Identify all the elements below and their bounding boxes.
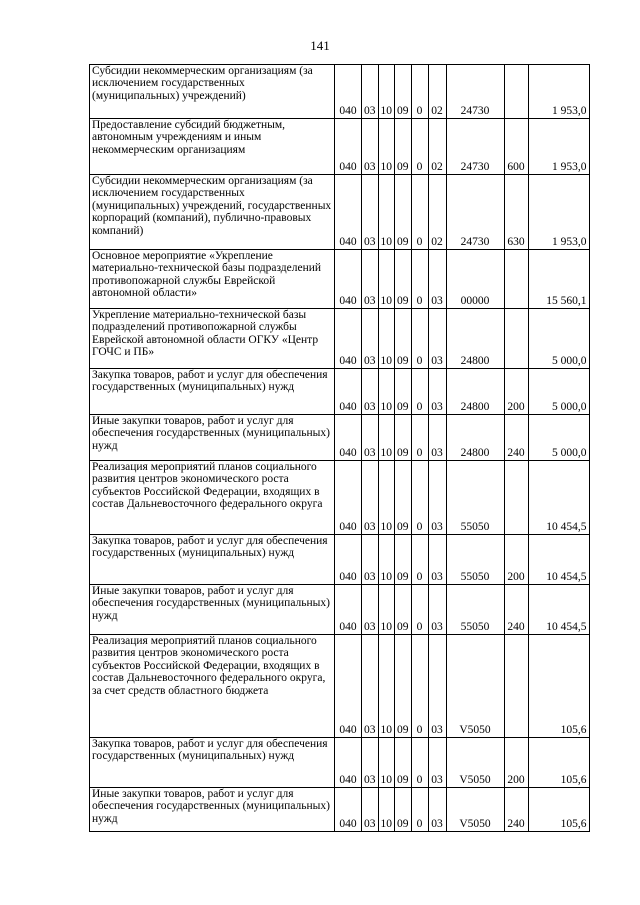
cell-p4: 24800 — [446, 415, 504, 461]
cell-gr: 040 — [335, 65, 362, 119]
cell-vr — [504, 65, 528, 119]
table-row — [90, 369, 590, 415]
row-name: Укрепление материально-технической базы подразделений противопожарной службы Еврейской автономной области ОГКУ «Центр ГОЧС и ПБ» — [90, 309, 335, 369]
cell-vr: 200 — [504, 535, 528, 585]
cell-p1: 09 — [395, 461, 412, 535]
budget-table — [89, 64, 590, 832]
table-row — [90, 788, 590, 832]
table-row — [90, 309, 590, 369]
cell-p3: 03 — [428, 415, 446, 461]
cell-pr: 10 — [378, 788, 395, 832]
cell-p1: 09 — [395, 585, 412, 635]
table-row — [90, 461, 590, 535]
cell-p3: 02 — [428, 175, 446, 250]
cell-p2: 0 — [411, 585, 428, 635]
cell-vr: 200 — [504, 738, 528, 788]
row-name: Иные закупки товаров, работ и услуг для обеспечения государственных (муниципальных) нужд — [90, 788, 335, 832]
cell-p2: 0 — [411, 635, 428, 738]
cell-p3: 02 — [428, 119, 446, 175]
cell-rz: 03 — [362, 635, 379, 738]
cell-p2: 0 — [411, 369, 428, 415]
cell-p4: 55050 — [446, 461, 504, 535]
cell-p1: 09 — [395, 635, 412, 738]
cell-p2: 0 — [411, 65, 428, 119]
cell-pr: 10 — [378, 175, 395, 250]
cell-gr: 040 — [335, 535, 362, 585]
cell-p4: 24800 — [446, 369, 504, 415]
cell-sum: 10 454,5 — [528, 535, 589, 585]
cell-rz: 03 — [362, 65, 379, 119]
cell-sum: 1 953,0 — [528, 65, 589, 119]
cell-rz: 03 — [362, 415, 379, 461]
cell-sum: 5 000,0 — [528, 369, 589, 415]
table-row — [90, 175, 590, 250]
cell-rz: 03 — [362, 535, 379, 585]
cell-pr: 10 — [378, 535, 395, 585]
cell-p3: 03 — [428, 309, 446, 369]
table-row — [90, 585, 590, 635]
cell-rz: 03 — [362, 788, 379, 832]
row-name: Иные закупки товаров, работ и услуг для обеспечения государственных (муниципальных) нужд — [90, 585, 335, 635]
table-row — [90, 65, 590, 119]
cell-rz: 03 — [362, 309, 379, 369]
cell-p4: 55050 — [446, 585, 504, 635]
cell-p3: 03 — [428, 635, 446, 738]
cell-p1: 09 — [395, 309, 412, 369]
cell-vr: 240 — [504, 585, 528, 635]
cell-sum: 1 953,0 — [528, 119, 589, 175]
cell-vr: 240 — [504, 415, 528, 461]
cell-p3: 03 — [428, 535, 446, 585]
row-name: Предоставление субсидий бюджетным, автономным учреждениям и иным некоммерческим организациям — [90, 119, 335, 175]
cell-p2: 0 — [411, 309, 428, 369]
cell-vr — [504, 635, 528, 738]
cell-vr: 600 — [504, 119, 528, 175]
cell-p4: 55050 — [446, 535, 504, 585]
cell-gr: 040 — [335, 788, 362, 832]
cell-p4: 24800 — [446, 309, 504, 369]
cell-p2: 0 — [411, 535, 428, 585]
cell-p2: 0 — [411, 461, 428, 535]
cell-p3: 03 — [428, 250, 446, 309]
cell-p1: 09 — [395, 738, 412, 788]
cell-rz: 03 — [362, 585, 379, 635]
cell-p1: 09 — [395, 119, 412, 175]
row-name: Закупка товаров, работ и услуг для обеспечения государственных (муниципальных) нужд — [90, 535, 335, 585]
cell-p1: 09 — [395, 535, 412, 585]
cell-sum: 105,6 — [528, 738, 589, 788]
cell-gr: 040 — [335, 309, 362, 369]
cell-pr: 10 — [378, 738, 395, 788]
cell-sum: 5 000,0 — [528, 415, 589, 461]
cell-sum: 10 454,5 — [528, 585, 589, 635]
row-name: Реализация мероприятий планов социального развития центров экономического роста субъектов Российской Федерации, входящих в состав Дальневосточного федерального округа, за счет средств областного бюджета — [90, 635, 335, 738]
cell-gr: 040 — [335, 250, 362, 309]
cell-p3: 03 — [428, 585, 446, 635]
table-row — [90, 119, 590, 175]
cell-vr: 240 — [504, 788, 528, 832]
cell-p3: 03 — [428, 738, 446, 788]
cell-p3: 02 — [428, 65, 446, 119]
cell-p1: 09 — [395, 65, 412, 119]
cell-p4: V5050 — [446, 738, 504, 788]
cell-p2: 0 — [411, 415, 428, 461]
cell-gr: 040 — [335, 635, 362, 738]
cell-rz: 03 — [362, 119, 379, 175]
cell-p3: 03 — [428, 369, 446, 415]
cell-p3: 03 — [428, 788, 446, 832]
cell-gr: 040 — [335, 585, 362, 635]
cell-p1: 09 — [395, 788, 412, 832]
cell-p3: 03 — [428, 461, 446, 535]
row-name: Закупка товаров, работ и услуг для обеспечения государственных (муниципальных) нужд — [90, 738, 335, 788]
cell-rz: 03 — [362, 738, 379, 788]
cell-vr: 630 — [504, 175, 528, 250]
cell-gr: 040 — [335, 175, 362, 250]
cell-p1: 09 — [395, 175, 412, 250]
cell-pr: 10 — [378, 635, 395, 738]
table-row — [90, 415, 590, 461]
cell-p4: V5050 — [446, 788, 504, 832]
cell-vr — [504, 250, 528, 309]
cell-pr: 10 — [378, 250, 395, 309]
row-name: Реализация мероприятий планов социального развития центров экономического роста субъектов Российской Федерации, входящих в состав Дальневосточного федерального округа — [90, 461, 335, 535]
cell-vr — [504, 309, 528, 369]
page-number: 141 — [310, 38, 330, 53]
cell-p4: 24730 — [446, 175, 504, 250]
cell-sum: 15 560,1 — [528, 250, 589, 309]
cell-p1: 09 — [395, 250, 412, 309]
cell-pr: 10 — [378, 369, 395, 415]
table-row — [90, 635, 590, 738]
cell-gr: 040 — [335, 461, 362, 535]
table-row — [90, 738, 590, 788]
cell-rz: 03 — [362, 369, 379, 415]
cell-pr: 10 — [378, 119, 395, 175]
cell-sum: 10 454,5 — [528, 461, 589, 535]
cell-rz: 03 — [362, 175, 379, 250]
cell-pr: 10 — [378, 585, 395, 635]
cell-sum: 105,6 — [528, 635, 589, 738]
cell-p2: 0 — [411, 738, 428, 788]
cell-pr: 10 — [378, 461, 395, 535]
cell-p4: V5050 — [446, 635, 504, 738]
row-name: Иные закупки товаров, работ и услуг для обеспечения государственных (муниципальных) нужд — [90, 415, 335, 461]
cell-sum: 1 953,0 — [528, 175, 589, 250]
cell-vr: 200 — [504, 369, 528, 415]
cell-gr: 040 — [335, 415, 362, 461]
cell-p4: 00000 — [446, 250, 504, 309]
cell-p4: 24730 — [446, 119, 504, 175]
table-row — [90, 535, 590, 585]
cell-p2: 0 — [411, 119, 428, 175]
table-row — [90, 250, 590, 309]
cell-p2: 0 — [411, 250, 428, 309]
cell-sum: 5 000,0 — [528, 309, 589, 369]
cell-p1: 09 — [395, 369, 412, 415]
cell-gr: 040 — [335, 369, 362, 415]
cell-p1: 09 — [395, 415, 412, 461]
row-name: Субсидии некоммерческим организациям (за исключением государственных (муниципальных) учреждений, государственных корпораций (компаний), публично-правовых компаний) — [90, 175, 335, 250]
cell-p2: 0 — [411, 175, 428, 250]
cell-pr: 10 — [378, 309, 395, 369]
cell-pr: 10 — [378, 415, 395, 461]
cell-gr: 040 — [335, 738, 362, 788]
cell-p2: 0 — [411, 788, 428, 832]
cell-gr: 040 — [335, 119, 362, 175]
cell-vr — [504, 461, 528, 535]
cell-rz: 03 — [362, 250, 379, 309]
cell-sum: 105,6 — [528, 788, 589, 832]
cell-rz: 03 — [362, 461, 379, 535]
cell-pr: 10 — [378, 65, 395, 119]
row-name: Закупка товаров, работ и услуг для обеспечения государственных (муниципальных) нужд — [90, 369, 335, 415]
row-name: Субсидии некоммерческим организациям (за исключением государственных (муниципальных) учреждений) — [90, 65, 335, 119]
cell-p4: 24730 — [446, 65, 504, 119]
row-name: Основное мероприятие «Укрепление материально-технической базы подразделений противопожарной службы Еврейской автономной области» — [90, 250, 335, 309]
